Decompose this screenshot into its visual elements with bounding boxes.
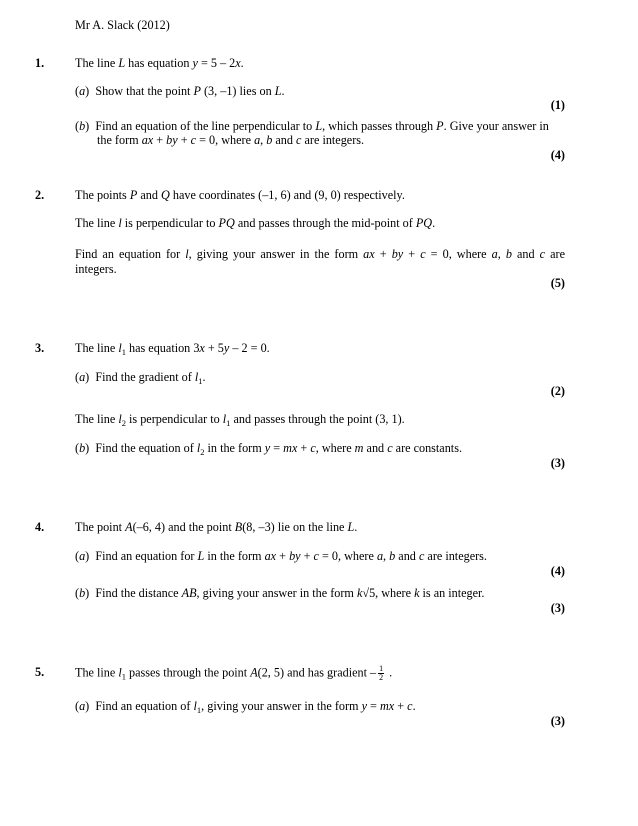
question-3-middle: The line $l_2$ is perpendicular to $l_1$ and passes through the point (3, 1).	[75, 412, 405, 428]
marks: (5)	[550, 276, 565, 290]
part-label: (b)	[75, 586, 90, 600]
fraction-one-half: $\frac{1}{2}$	[379, 664, 384, 682]
question-1b-line1: (b) Find an equation of the line perpendicular to L, which passes through P. Give your answer in	[75, 119, 549, 133]
question-2-stem: The points P and Q have coordinates (–1, 6) and (9, 0) respectively.	[75, 188, 405, 202]
question-number: 5.	[35, 665, 45, 679]
marks: (3)	[550, 714, 565, 728]
question-4a: (a) Find an equation for L in the form ax + by + c = 0, where a, b and c are integers.	[75, 549, 487, 563]
marks: (4)	[550, 148, 565, 162]
part-label: (a)	[75, 549, 90, 563]
question-4b: (b) Find the distance AB, giving your answer in the form k√5, where k is an integer.	[75, 586, 485, 600]
question-2-para2-line1: Find an equation for l, giving your answer in the form ax + by + c = 0, where a, b and c are	[75, 247, 566, 261]
question-3b: (b) Find the equation of $l_2$ in the form y = mx + c, where m and c are constants.	[75, 441, 462, 457]
question-number: 3.	[35, 341, 45, 355]
part-label: (a)	[75, 84, 90, 98]
question-2-para2-line2: integers.	[75, 262, 117, 276]
part-label: (b)	[75, 441, 90, 455]
part-label: (a)	[75, 699, 90, 713]
part-label: (b)	[75, 119, 90, 133]
question-2-para1: The line l is perpendicular to PQ and passes through the mid-point of PQ.	[75, 216, 436, 230]
question-1b-line2: the form ax + by + c = 0, where a, b and c are integers.	[97, 133, 365, 147]
question-1a: (a) Show that the point P (3, –1) lies on L.	[75, 84, 285, 98]
question-3a: (a) Find the gradient of $l_1$.	[75, 370, 206, 386]
question-5a: (a) Find an equation of $l_1$, giving your answer in the form y = mx + c.	[75, 699, 416, 715]
question-number: 4.	[35, 520, 45, 534]
question-3-stem: The line $l_1$ has equation 3x + 5y – 2 = 0.	[75, 341, 270, 357]
marks: (3)	[550, 601, 565, 615]
question-4-stem: The point A(–6, 4) and the point B(8, –3) lie on the line L.	[75, 520, 358, 534]
marks: (3)	[550, 456, 565, 470]
question-5-stem: The line $l_1$ passes through the point A(2, 5) and has gradient – $\frac{1}{2}$ .	[75, 664, 393, 682]
part-label: (a)	[75, 370, 90, 384]
marks: (4)	[550, 564, 565, 578]
question-number: 1.	[35, 56, 45, 70]
question-number: 2.	[35, 188, 45, 202]
marks: (2)	[550, 384, 565, 398]
marks: (1)	[550, 98, 565, 112]
document-header: Mr A. Slack (2012)	[75, 18, 170, 32]
question-1-stem: The line L has equation y = 5 – 2x.	[75, 56, 244, 70]
